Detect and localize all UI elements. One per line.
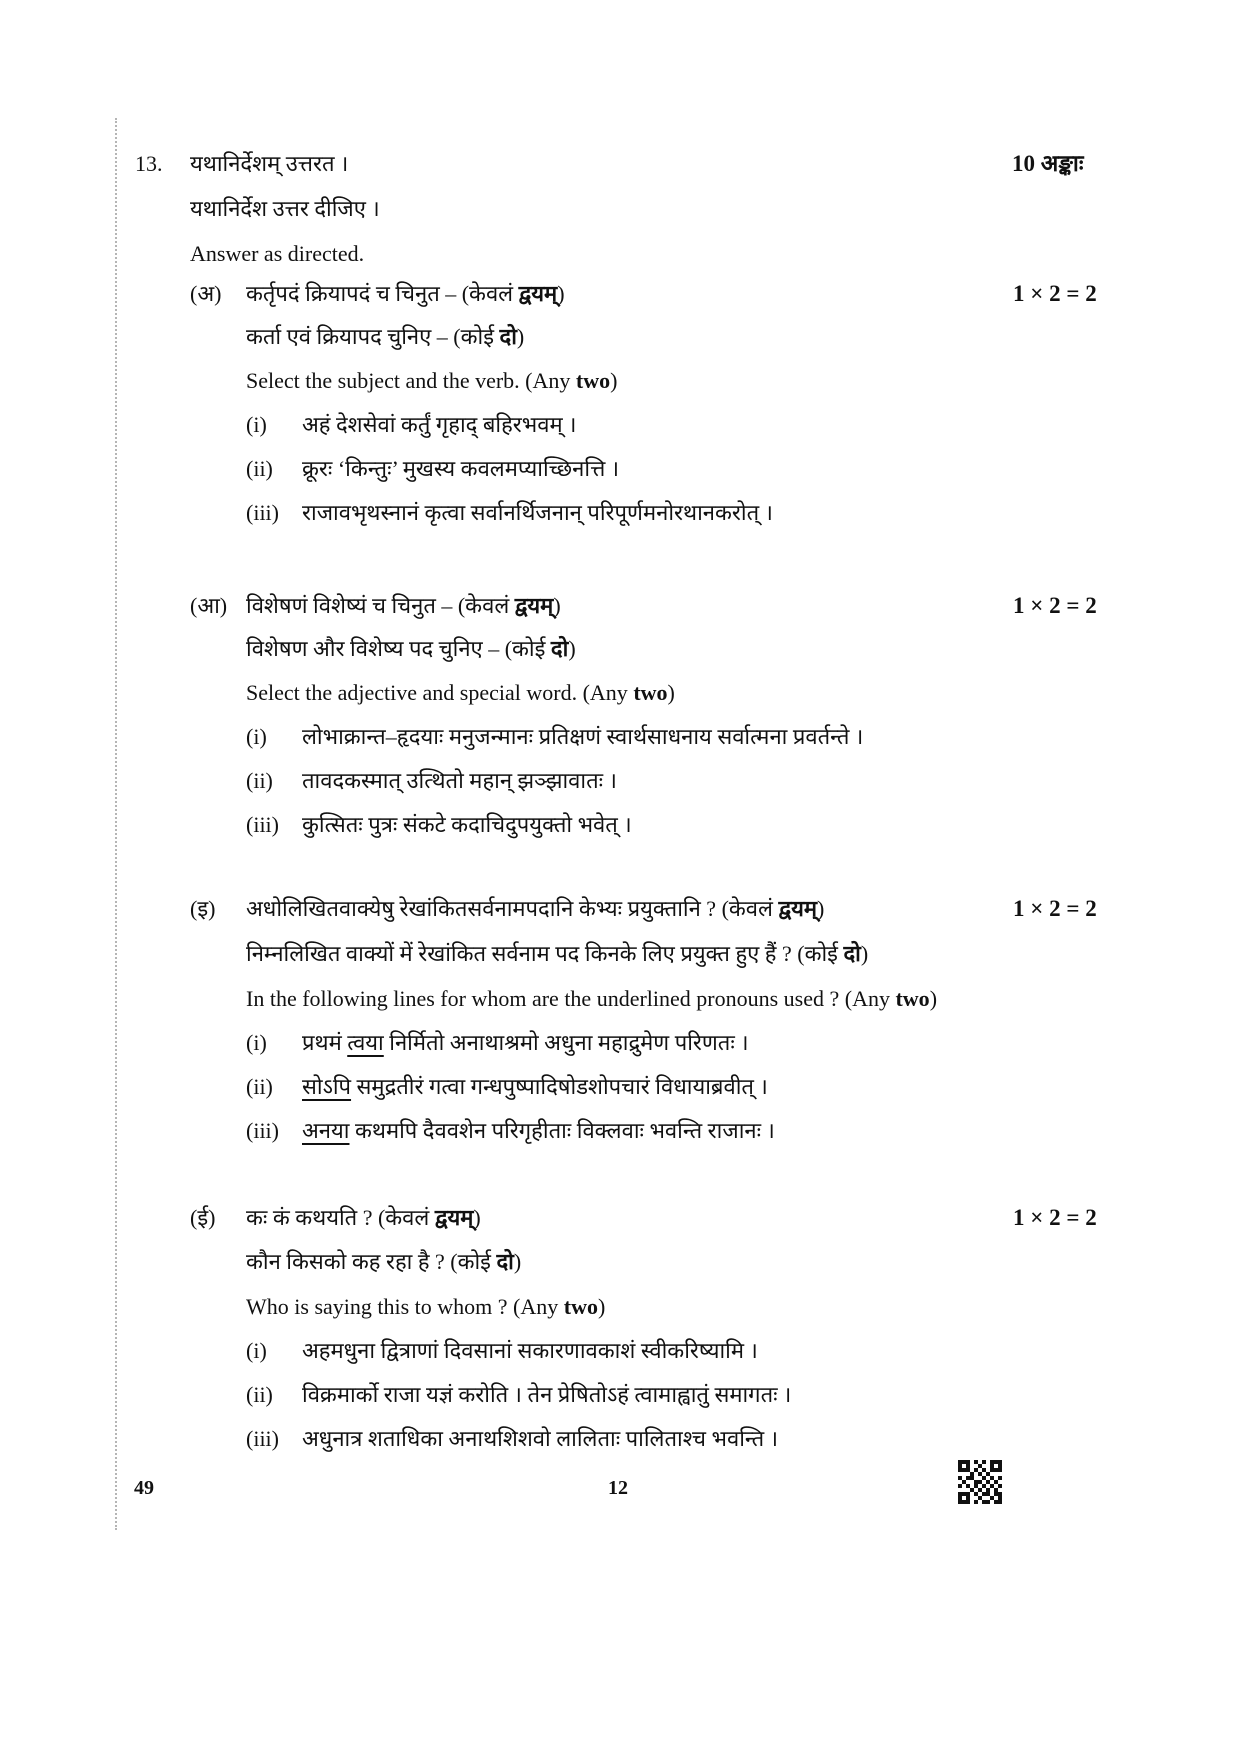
question-title-english: Answer as directed. xyxy=(190,241,365,266)
section-ii-instruction-sanskrit: कः कं कथयति ? (केवलं द्वयम्) xyxy=(246,1205,481,1230)
section-a-instruction-sanskrit: कर्तृपदं क्रियापदं च चिनुत – (केवलं द्वयम्) xyxy=(246,281,565,306)
section-aa-instruction-sanskrit: विशेषणं विशेष्यं च चिनुत – (केवलं द्वयम्) xyxy=(246,593,561,618)
paper-code: 49 xyxy=(134,1477,154,1499)
section-i-instruction-english: In the following lines for whom are the underlined pronouns used ? (Any two) xyxy=(246,986,938,1011)
section-a-label: (अ) xyxy=(190,281,222,306)
section-i-instruction-sanskrit: अधोलिखितवाक्येषु रेखांकितसर्वनामपदानि केभ्यः प्रयुक्तानि ? (केवलं द्वयम्) xyxy=(246,896,825,921)
question-marks: 10 अङ्काः xyxy=(1012,151,1084,176)
section-a-item: (ii) क्रूरः ‘किन्तुः’ मुखस्य कवलमप्याच्छिनत्ति । xyxy=(246,456,620,481)
qr-code-icon xyxy=(958,1460,1002,1504)
underlined-pronoun: त्वया xyxy=(347,1030,384,1055)
section-ii-label: (ई) xyxy=(190,1205,216,1230)
page-number: 12 xyxy=(608,1477,628,1499)
section-ii-instruction-hindi: कौन किसको कह रहा है ? (कोई दो) xyxy=(246,1249,522,1274)
section-i-item: (iii) अनया कथमपि दैववशेन परिगृहीताः विक्लवाः भवन्ति राजानः । xyxy=(246,1118,775,1143)
section-a-instruction-english: Select the subject and the verb. (Any two) xyxy=(246,368,618,393)
section-i-instruction-hindi: निम्नलिखित वाक्यों में रेखांकित सर्वनाम पद किनके लिए प्रयुक्त हुए हैं ? (कोई दो) xyxy=(246,941,869,966)
section-aa-instruction-hindi: विशेषण और विशेष्य पद चुनिए – (कोई दो) xyxy=(246,636,576,661)
section-i-label: (इ) xyxy=(190,896,216,921)
section-ii-marks: 1 × 2 = 2 xyxy=(1013,1205,1097,1230)
underlined-pronoun: सोऽपि xyxy=(302,1074,352,1099)
section-aa-item: (iii) कुत्सितः पुत्रः संकटे कदाचिदुपयुक्तो भवेत् । xyxy=(246,812,632,837)
section-ii-item: (iii) अधुनात्र शताधिका अनाथशिशवो लालिताः पालिताश्च भवन्ति । xyxy=(246,1426,779,1451)
section-i-item: (ii) सोऽपि समुद्रतीरं गत्वा गन्धपुष्पादिषोडशोपचारं विधायाब्रवीत् । xyxy=(246,1074,768,1099)
margin-dotted-line xyxy=(115,118,117,1530)
section-aa-label: (आ) xyxy=(190,593,228,618)
section-a-instruction-hindi: कर्ता एवं क्रियापद चुनिए – (कोई दो) xyxy=(246,324,525,349)
section-i-marks: 1 × 2 = 2 xyxy=(1013,896,1097,921)
section-aa-marks: 1 × 2 = 2 xyxy=(1013,593,1097,618)
section-a-marks: 1 × 2 = 2 xyxy=(1013,281,1097,306)
section-i-item: (i) प्रथमं त्वया निर्मितो अनाथाश्रमो अधुना महाद्रुमेण परिणतः । xyxy=(246,1030,749,1055)
question-title-sanskrit: यथानिर्देशम् उत्तरत । xyxy=(190,151,349,176)
underlined-pronoun: अनया xyxy=(302,1118,350,1143)
section-a-item: (iii) राजावभृथस्नानं कृत्वा सर्वानर्थिजनान् परिपूर्णमनोरथानकरोत् । xyxy=(246,500,773,525)
question-title-hindi: यथानिर्देश उत्तर दीजिए । xyxy=(190,196,380,221)
section-aa-item: (i) लोभाक्रान्त–हृदयाः मनुजन्मानः प्रतिक्षणं स्वार्थसाधनाय सर्वात्मना प्रवर्तन्ते । xyxy=(246,724,864,749)
section-ii-instruction-english: Who is saying this to whom ? (Any two) xyxy=(246,1294,606,1319)
section-a-item: (i) अहं देशसेवां कर्तुं गृहाद् बहिरभवम् । xyxy=(246,412,577,437)
section-ii-item: (i) अहमधुना द्वित्राणां दिवसानां सकारणावकाशं स्वीकरिष्यामि । xyxy=(246,1338,758,1363)
section-aa-instruction-english: Select the adjective and special word. (Any two) xyxy=(246,680,675,705)
question-number: 13. xyxy=(135,151,163,176)
section-aa-item: (ii) तावदकस्मात् उत्थितो महान् झञ्झावातः । xyxy=(246,768,617,793)
section-ii-item: (ii) विक्रमार्को राजा यज्ञं करोति । तेन प्रेषितोऽहं त्वामाह्वातुं समागतः । xyxy=(246,1382,792,1407)
